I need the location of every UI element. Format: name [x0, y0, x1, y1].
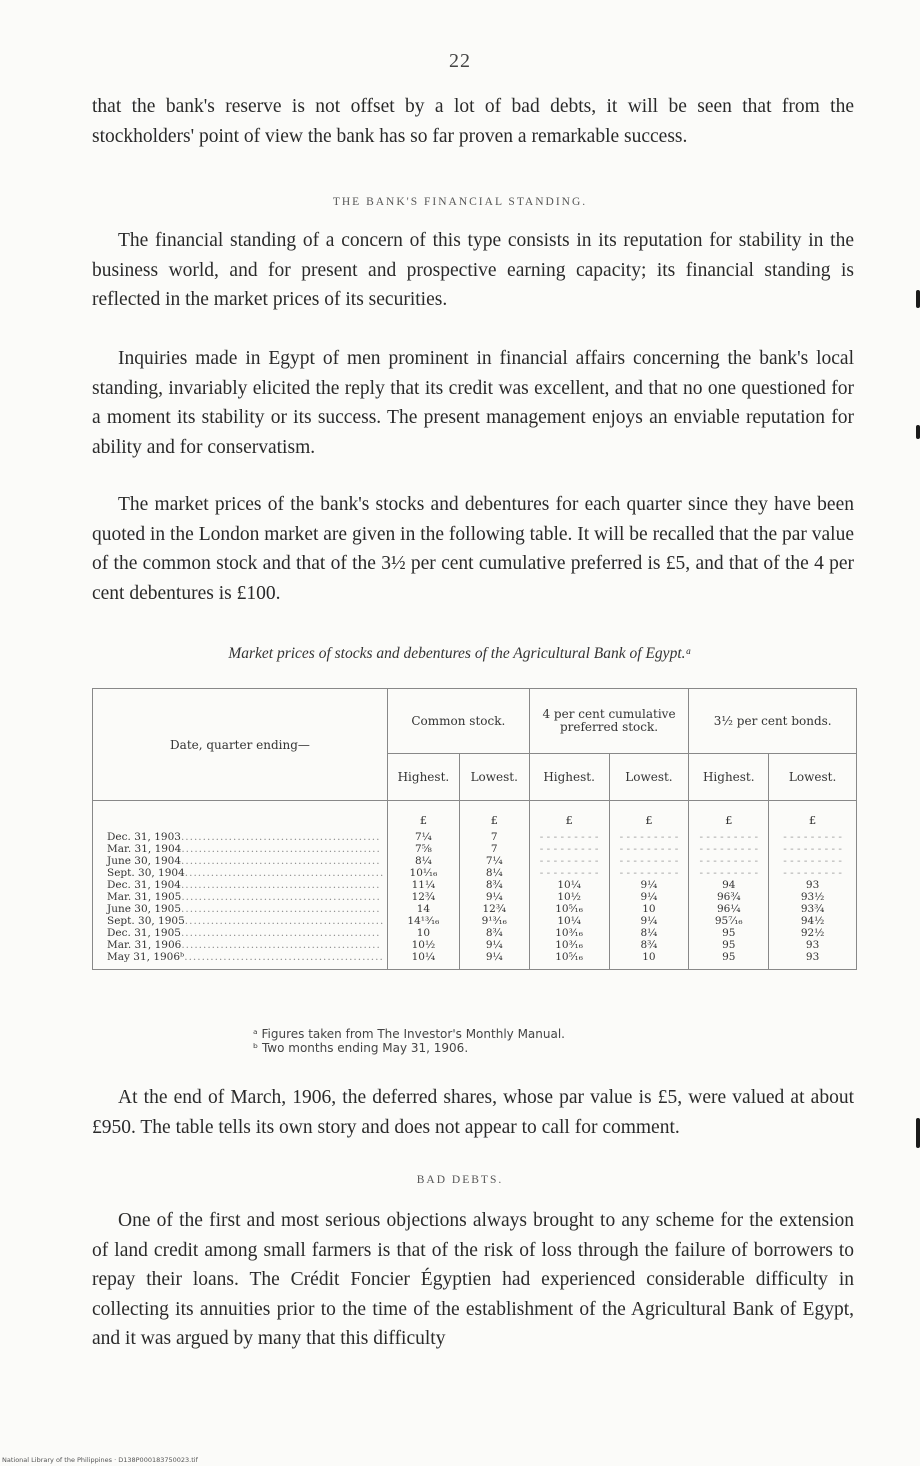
- price-cell: 9¼: [459, 939, 529, 951]
- price-cell: 7¼: [387, 827, 459, 843]
- price-cell: 8¼: [609, 927, 689, 939]
- table-row: [93, 951, 857, 970]
- table-row: [93, 927, 857, 939]
- scan-edge-mark: [916, 290, 920, 308]
- row-date: Dec. 31, 1905: [107, 927, 181, 939]
- leader-dots: ..............................................: [181, 903, 381, 915]
- date-cell: [93, 855, 388, 867]
- date-cell: [93, 891, 388, 903]
- unit-row: [93, 801, 857, 828]
- date-cell: [93, 927, 388, 939]
- price-cell: 93: [769, 939, 857, 951]
- subheader-highest: Highest.: [387, 754, 459, 801]
- unit-label: £: [769, 801, 857, 828]
- table-row: [93, 879, 857, 891]
- leader-dots: ..............................................: [181, 891, 381, 903]
- leader-dots: ..............................................: [180, 927, 381, 939]
- paragraph-bad-debts: One of the first and most serious objections always brought to any scheme for the extension of land credit among small farmers is that of the risk of loss through the failure of borrowers to repay their loans. The Crédit Foncier Égyptien had experienced considerable difficulty in collecting its annuities prior to the time of the establishment of the Agricultural Bank of Egypt, and it was argued by many that this difficulty: [92, 1210, 854, 1349]
- row-date: Sept. 30, 1904: [107, 867, 185, 879]
- footnote-a: ᵃ Figures taken from The Investor's Monthly Manual.: [253, 1027, 565, 1041]
- table-row: [93, 855, 857, 867]
- table-caption: Market prices of stocks and debentures of the Agricultural Bank of Egypt.ᵃ: [228, 645, 692, 662]
- price-cell: 96¼: [689, 903, 769, 915]
- price-cell: 11¼: [387, 879, 459, 891]
- price-cell: - - - - - - - - -: [609, 827, 689, 843]
- scan-edge-mark: [916, 1118, 920, 1148]
- group-header-preferred-stock: 4 per cent cumulative preferred stock.: [529, 689, 689, 754]
- heading-bad-debts: BAD DEBTS.: [416, 1174, 504, 1186]
- price-cell: 14¹³⁄₁₆: [387, 915, 459, 927]
- date-column-header: Date, quarter ending—: [93, 689, 388, 801]
- price-cell: 92½: [769, 927, 857, 939]
- unit-label: £: [529, 801, 609, 828]
- price-cell: 95: [689, 951, 769, 970]
- paragraph-deferred-shares: At the end of March, 1906, the deferred shares, whose par value is £5, were valued at about £950. The table tells its own story and does not appear to call for comment.: [92, 1087, 854, 1138]
- paragraph-market-prices: The market prices of the bank's stocks and debentures for each quarter since they have been quoted in the London market are given in the following table. It will be recalled that the par value of the common stock and that of the 3½ per cent cumulative preferred is £5, and that of the 4 per cent debentures is £100.: [92, 494, 854, 604]
- price-cell: 10: [609, 903, 689, 915]
- price-cell: 9¼: [609, 879, 689, 891]
- date-cell: [93, 939, 388, 951]
- price-cell: 96¾: [689, 891, 769, 903]
- price-cell: - - - - - - - - -: [689, 827, 769, 843]
- table-footnotes: [253, 1027, 565, 1055]
- price-cell: 95: [689, 927, 769, 939]
- price-cell: - - - - - - - - -: [609, 867, 689, 879]
- table-row: [93, 939, 857, 951]
- price-cell: 93¾: [769, 903, 857, 915]
- price-cell: 7: [459, 827, 529, 843]
- table-row: [93, 827, 857, 843]
- price-cell: - - - - - - - - -: [529, 827, 609, 843]
- price-cell: 7¼: [459, 855, 529, 867]
- unit-label: £: [459, 801, 529, 828]
- price-cell: 12¾: [459, 903, 529, 915]
- date-cell: [93, 867, 388, 879]
- price-cell: 10¼: [529, 879, 609, 891]
- unit-label: £: [387, 801, 459, 828]
- price-cell: 10³⁄₁₆: [529, 927, 609, 939]
- price-cell: - - - - - - - - -: [769, 843, 857, 855]
- price-cell: 9¼: [459, 951, 529, 970]
- price-cell: - - - - - - - - -: [529, 867, 609, 879]
- price-cell: 12¾: [387, 891, 459, 903]
- subheader-lowest: Lowest.: [459, 754, 529, 801]
- leader-dots: ..............................................: [184, 867, 385, 879]
- market-prices-table: [92, 688, 857, 970]
- page-number: 22: [449, 50, 471, 72]
- price-cell: 8¾: [459, 927, 529, 939]
- table-row: [93, 867, 857, 879]
- row-date: Dec. 31, 1904: [107, 879, 181, 891]
- price-cell: 10: [609, 951, 689, 970]
- price-cell: 9¹³⁄₁₆: [459, 915, 529, 927]
- row-date: Mar. 31, 1906: [107, 939, 182, 951]
- price-cell: - - - - - - - - -: [529, 855, 609, 867]
- price-cell: 9¼: [459, 891, 529, 903]
- table-row: [93, 843, 857, 855]
- leader-dots: ..............................................: [180, 879, 381, 891]
- price-cell: 10: [387, 927, 459, 939]
- paragraph-continuation: that the bank's reserve is not offset by a lot of bad debts, it will be seen that from the stockholders' point of view the bank has so far proven a remarkable success.: [92, 96, 854, 147]
- price-cell: 10³⁄₁₆: [529, 939, 609, 951]
- paragraph-inquiries: Inquiries made in Egypt of men prominent in financial affairs concerning the bank's local standing, invariably elicited the reply that its credit was excellent, and that no one questioned for a moment its stability or its success. The present management enjoys an enviable reputation for ability and for conservatism.: [92, 348, 854, 458]
- date-cell: [93, 951, 388, 970]
- scan-footer-label: National Library of the Philippines · D138P000183750023.tif: [2, 1456, 198, 1464]
- price-cell: 7: [459, 843, 529, 855]
- leader-dots: ..............................................: [181, 855, 381, 867]
- subheader-highest: Highest.: [529, 754, 609, 801]
- paragraph-financial-standing: The financial standing of a concern of this type consists in its reputation for stability in the business world, and for present and prospective earning capacity; its financial standing is reflected in the market prices of its securities.: [92, 230, 854, 310]
- row-date: June 30, 1905: [107, 903, 182, 915]
- price-cell: - - - - - - - - -: [609, 843, 689, 855]
- table-row: [93, 915, 857, 927]
- price-cell: 10¼: [529, 915, 609, 927]
- date-cell: [93, 915, 388, 927]
- price-cell: 14: [387, 903, 459, 915]
- price-cell: - - - - - - - - -: [769, 855, 857, 867]
- group-header-common-stock: Common stock.: [387, 689, 529, 754]
- unit-label: £: [689, 801, 769, 828]
- row-date: Mar. 31, 1905: [107, 891, 182, 903]
- price-cell: - - - - - - - - -: [609, 855, 689, 867]
- row-date: Mar. 31, 1904: [107, 843, 182, 855]
- leader-dots: ..............................................: [181, 843, 381, 855]
- price-cell: - - - - - - - - -: [689, 855, 769, 867]
- row-date: Dec. 31, 1903: [107, 831, 181, 843]
- price-cell: 94: [689, 879, 769, 891]
- price-cell: 7⅝: [387, 843, 459, 855]
- price-cell: 8¼: [459, 867, 529, 879]
- date-cell: [93, 879, 388, 891]
- date-cell: [93, 843, 388, 855]
- price-cell: 93½: [769, 891, 857, 903]
- date-cell: [93, 827, 388, 843]
- price-cell: 10½: [529, 891, 609, 903]
- table-row: [93, 891, 857, 903]
- price-cell: 10¼: [387, 951, 459, 970]
- price-cell: 93: [769, 879, 857, 891]
- price-cell: 10⁵⁄₁₆: [529, 951, 609, 970]
- row-date: June 30, 1904: [107, 855, 182, 867]
- price-cell: 8¼: [387, 855, 459, 867]
- leader-dots: ..............................................: [184, 915, 385, 927]
- price-cell: - - - - - - - - -: [769, 867, 857, 879]
- price-cell: 93: [769, 951, 857, 970]
- price-cell: - - - - - - - - -: [689, 843, 769, 855]
- date-cell: [93, 903, 388, 915]
- price-cell: 9¼: [609, 891, 689, 903]
- price-cell: 95⁷⁄₁₆: [689, 915, 769, 927]
- table-row: [93, 903, 857, 915]
- price-cell: 8¾: [609, 939, 689, 951]
- subheader-lowest: Lowest.: [769, 754, 857, 801]
- leader-dots: ..............................................: [180, 831, 381, 843]
- subheader-lowest: Lowest.: [609, 754, 689, 801]
- price-cell: 95: [689, 939, 769, 951]
- price-cell: 8¾: [459, 879, 529, 891]
- price-cell: - - - - - - - - -: [769, 827, 857, 843]
- price-cell: 10⁵⁄₁₆: [529, 903, 609, 915]
- row-date: May 31, 1906ᵇ: [107, 951, 185, 963]
- leader-dots: ..............................................: [181, 939, 381, 951]
- price-cell: 9¼: [609, 915, 689, 927]
- leader-dots: ..............................................: [184, 951, 384, 963]
- price-cell: 10⅟₁₆: [387, 867, 459, 879]
- price-cell: - - - - - - - - -: [529, 843, 609, 855]
- price-cell: 94½: [769, 915, 857, 927]
- scan-edge-mark: [916, 425, 920, 439]
- price-cell: 10½: [387, 939, 459, 951]
- subheader-highest: Highest.: [689, 754, 769, 801]
- heading-financial-standing: THE BANK'S FINANCIAL STANDING.: [332, 196, 588, 208]
- group-header-bonds: 3½ per cent bonds.: [689, 689, 857, 754]
- price-cell: - - - - - - - - -: [689, 867, 769, 879]
- footnote-b: ᵇ Two months ending May 31, 1906.: [253, 1041, 469, 1055]
- unit-label: £: [609, 801, 689, 828]
- row-date: Sept. 30, 1905: [107, 915, 185, 927]
